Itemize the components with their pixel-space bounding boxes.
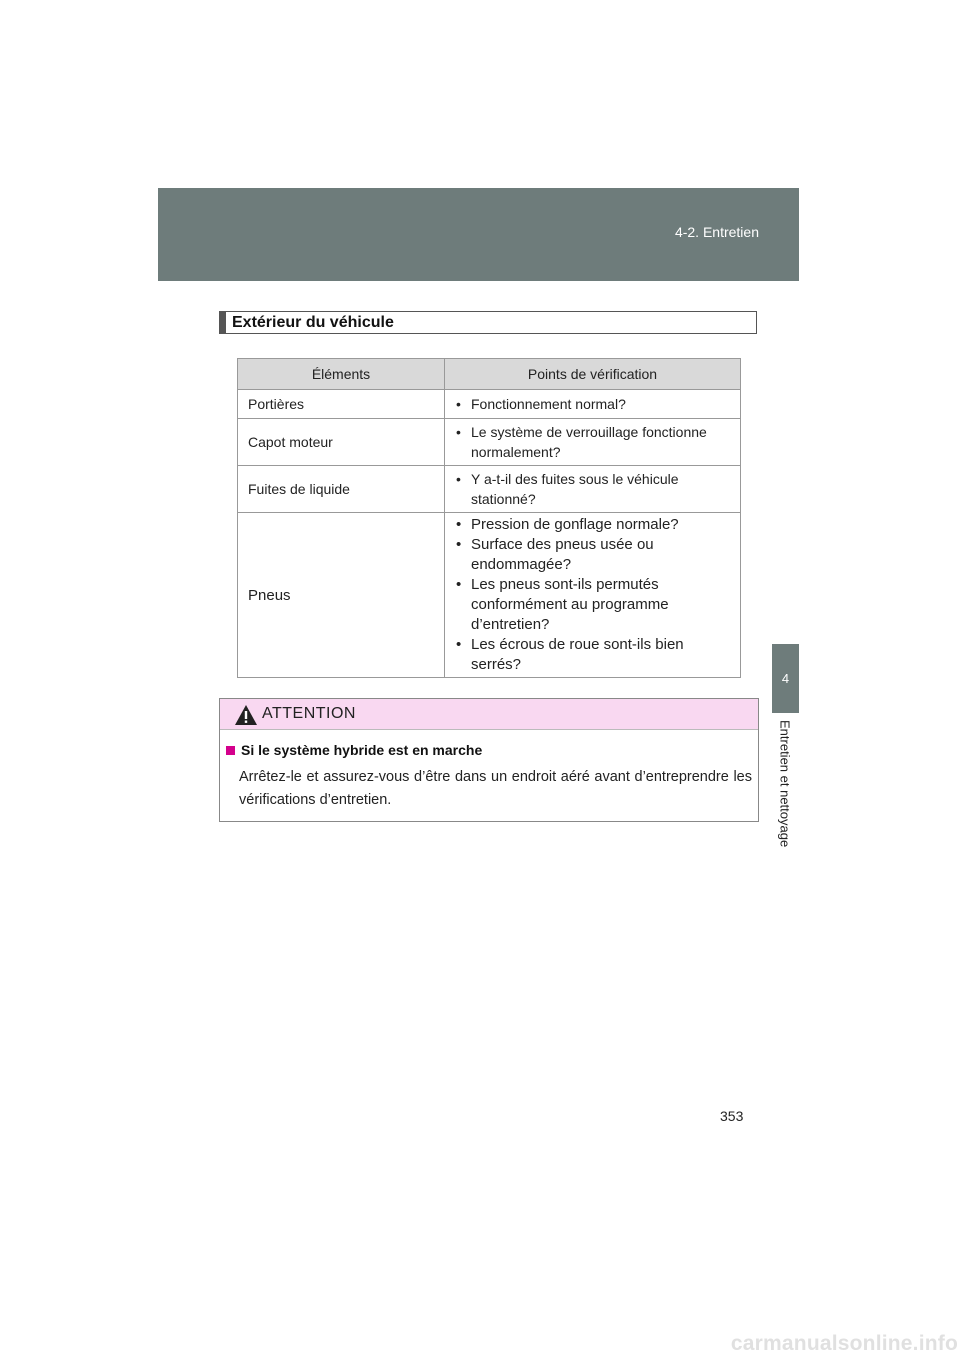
- check-point: • Pression de gonflage normale?: [455, 515, 730, 535]
- section-label: 4-2. Entretien: [674, 224, 759, 240]
- inspection-table: [237, 358, 741, 678]
- chapter-number: 4: [781, 671, 790, 686]
- row-item: Pneus: [238, 513, 445, 678]
- attention-box: [219, 698, 759, 822]
- header-band: [158, 188, 799, 281]
- check-point: • Surface des pneus usée ou endommagée?: [455, 535, 730, 575]
- attention-header: [220, 699, 758, 730]
- row-points: [445, 419, 741, 466]
- attention-label: ATTENTION: [262, 705, 356, 722]
- chapter-label: Entretien et nettoyage: [777, 720, 793, 848]
- section-title-bar: [219, 311, 757, 334]
- column-header-points: Points de vérification: [445, 359, 741, 390]
- row-points: [445, 390, 741, 419]
- row-item: Capot moteur: [238, 419, 445, 466]
- table-row: [238, 513, 741, 678]
- check-point: • Y a-t-il des fuites sous le véhicule stationné?: [455, 469, 730, 509]
- row-points: [445, 466, 741, 513]
- row-item: Fuites de liquide: [238, 466, 445, 513]
- attention-subtitle-row: [226, 742, 752, 758]
- table-row: [238, 466, 741, 513]
- section-title: Extérieur du véhicule: [232, 313, 394, 331]
- column-header-items: Éléments: [238, 359, 445, 390]
- chapter-tab[interactable]: [772, 644, 799, 713]
- check-point: • Le système de verrouillage fonctionne normalement?: [455, 422, 730, 462]
- row-points: [445, 513, 741, 678]
- table-header-row: [238, 359, 741, 390]
- row-item: Portières: [238, 390, 445, 419]
- check-point: • Fonctionnement normal?: [455, 394, 730, 414]
- attention-body: [220, 730, 758, 812]
- chapter-label-container: [770, 720, 800, 870]
- table-row: [238, 419, 741, 466]
- attention-subtitle: Si le système hybride est en marche: [241, 742, 483, 758]
- square-bullet-icon: [226, 746, 235, 755]
- check-point: • Les pneus sont-ils permutés conformément au programme d’entretien?: [455, 575, 730, 635]
- table-row: [238, 390, 741, 419]
- warning-icon: [234, 704, 258, 726]
- page-number: 353: [720, 1108, 744, 1124]
- watermark: carmanualsonline.info: [730, 1332, 958, 1355]
- attention-text: Arrêtez-le et assurez-vous d’être dans un endroit aéré avant d’entreprendre les vérifications d’entretien.: [239, 769, 752, 808]
- check-point: • Les écrous de roue sont-ils bien serrés?: [455, 635, 730, 675]
